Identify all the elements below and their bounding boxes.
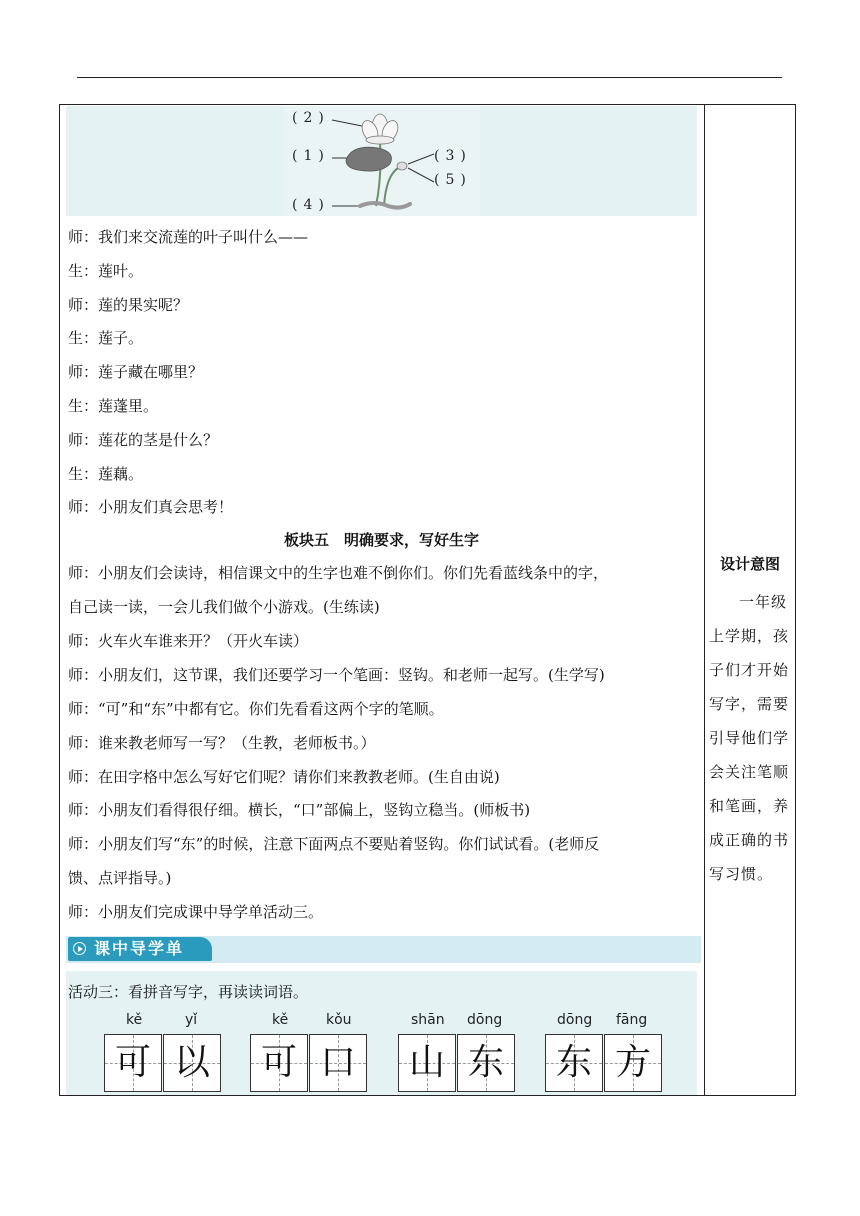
word-grid: [250, 1034, 368, 1092]
lotus-root: [360, 203, 410, 208]
column-divider: [704, 105, 705, 1095]
diagram-label: (2): [292, 110, 330, 126]
stem: [384, 168, 398, 206]
diagram-label: (5): [434, 172, 472, 188]
dialogue-line: 生：莲蓬里。: [68, 397, 159, 415]
tianzige-cell: [545, 1034, 603, 1092]
pinyin: kě: [126, 1012, 143, 1028]
tianzige-cell: [163, 1034, 221, 1092]
dialogue-line: 生：莲子。: [68, 329, 144, 347]
hanzi: 口: [319, 1042, 356, 1083]
diagram-label: (4): [292, 197, 330, 213]
section-line: 师：小朋友们会读诗，相信课文中的生字也难不倒你们。你们先看蓝线条中的字，: [68, 564, 609, 582]
hanzi: 以: [173, 1042, 210, 1083]
lotus-flower: [359, 114, 401, 144]
diagram-label: (1): [292, 148, 330, 164]
section-heading: 板块五 明确要求，写好生字: [283, 531, 479, 549]
hanzi: 山: [408, 1042, 445, 1083]
word-grid: [545, 1034, 663, 1092]
section-line: 师：小朋友们写“东”的时候，注意下面两点不要贴着竖钩。你们试试看。(老师反: [68, 835, 600, 853]
pinyin: kě: [272, 1012, 289, 1028]
pointer-line: [408, 154, 434, 164]
dialogue-line: 师：小朋友们真会思考！: [68, 498, 234, 516]
dialogue-line: 师：莲花的茎是什么？: [68, 431, 219, 449]
word-grid: [104, 1034, 222, 1092]
section-line: 师：谁来教老师写一写？（生教，老师板书。）: [68, 734, 376, 752]
diagram-label: (3): [434, 148, 472, 164]
tianzige-cell: [398, 1034, 456, 1092]
word-grid: [398, 1034, 516, 1092]
section-line: 师：小朋友们看得很仔细。横长，“口”部偏上，竖钩立稳当。(师板书): [68, 801, 531, 819]
pinyin: kǒu: [326, 1012, 352, 1028]
design-intent-text: 一年级上学期，孩子们才开始写字，需要引导他们学会关注笔顺和笔画，养成正确的书写习惯。: [709, 593, 790, 883]
hanzi: 可: [114, 1042, 151, 1083]
section-line: 师：火车火车谁来开？（开火车读）: [68, 632, 309, 650]
section-line: 馈、点评指导。): [68, 869, 172, 887]
hanzi: 东: [555, 1042, 592, 1083]
section-line: 自己读一读，一会儿我们做个小游戏。(生练读): [68, 598, 380, 616]
pinyin: yǐ: [185, 1012, 198, 1028]
hanzi: 方: [614, 1042, 651, 1083]
tianzige-cell: [457, 1034, 515, 1092]
dialogue-line: 师：莲子藏在哪里？: [68, 363, 204, 381]
pinyin: fāng: [616, 1012, 648, 1028]
play-circle-icon: [73, 942, 86, 955]
dialogue-line: 师：我们来交流莲的叶子叫什么——: [68, 228, 309, 246]
guide-tab: [68, 937, 212, 961]
pinyin: dōng: [557, 1012, 593, 1028]
header-rule: [77, 77, 782, 78]
section-line: 师：在田字格中怎么写好它们呢？请你们来教教老师。(生自由说): [68, 768, 500, 786]
tianzige-cell: [604, 1034, 662, 1092]
pointer-line: [408, 168, 434, 182]
lotus-leaf: [346, 147, 392, 171]
guide-label: 课中导学单: [94, 939, 185, 958]
section-line: 师：小朋友们，这节课，我们还要学习一个笔画：竖钩。和老师一起写。(生学写): [68, 666, 605, 684]
activity-title: 活动三：看拼音写字，再读读词语。: [68, 983, 309, 1001]
pinyin: dōng: [467, 1012, 503, 1028]
tianzige-cell: [309, 1034, 367, 1092]
tianzige-cell: [104, 1034, 162, 1092]
section-line: 师：小朋友们完成课中导学单活动三。: [68, 903, 324, 921]
dialogue-line: 师：莲的果实呢？: [68, 296, 189, 314]
design-intent-title: 设计意图: [719, 555, 780, 573]
tianzige-cell: [250, 1034, 308, 1092]
pointer-line: [332, 120, 362, 126]
hanzi: 可: [260, 1042, 297, 1083]
lotus-pod: [397, 162, 407, 170]
dialogue-line: 生：莲藕。: [68, 465, 144, 483]
section-line: 师：“可”和“东”中都有它。你们先看看这两个字的笔顺。: [68, 700, 444, 718]
hanzi: 东: [467, 1042, 504, 1083]
dialogue-line: 生：莲叶。: [68, 262, 144, 280]
pinyin: shān: [411, 1012, 445, 1028]
